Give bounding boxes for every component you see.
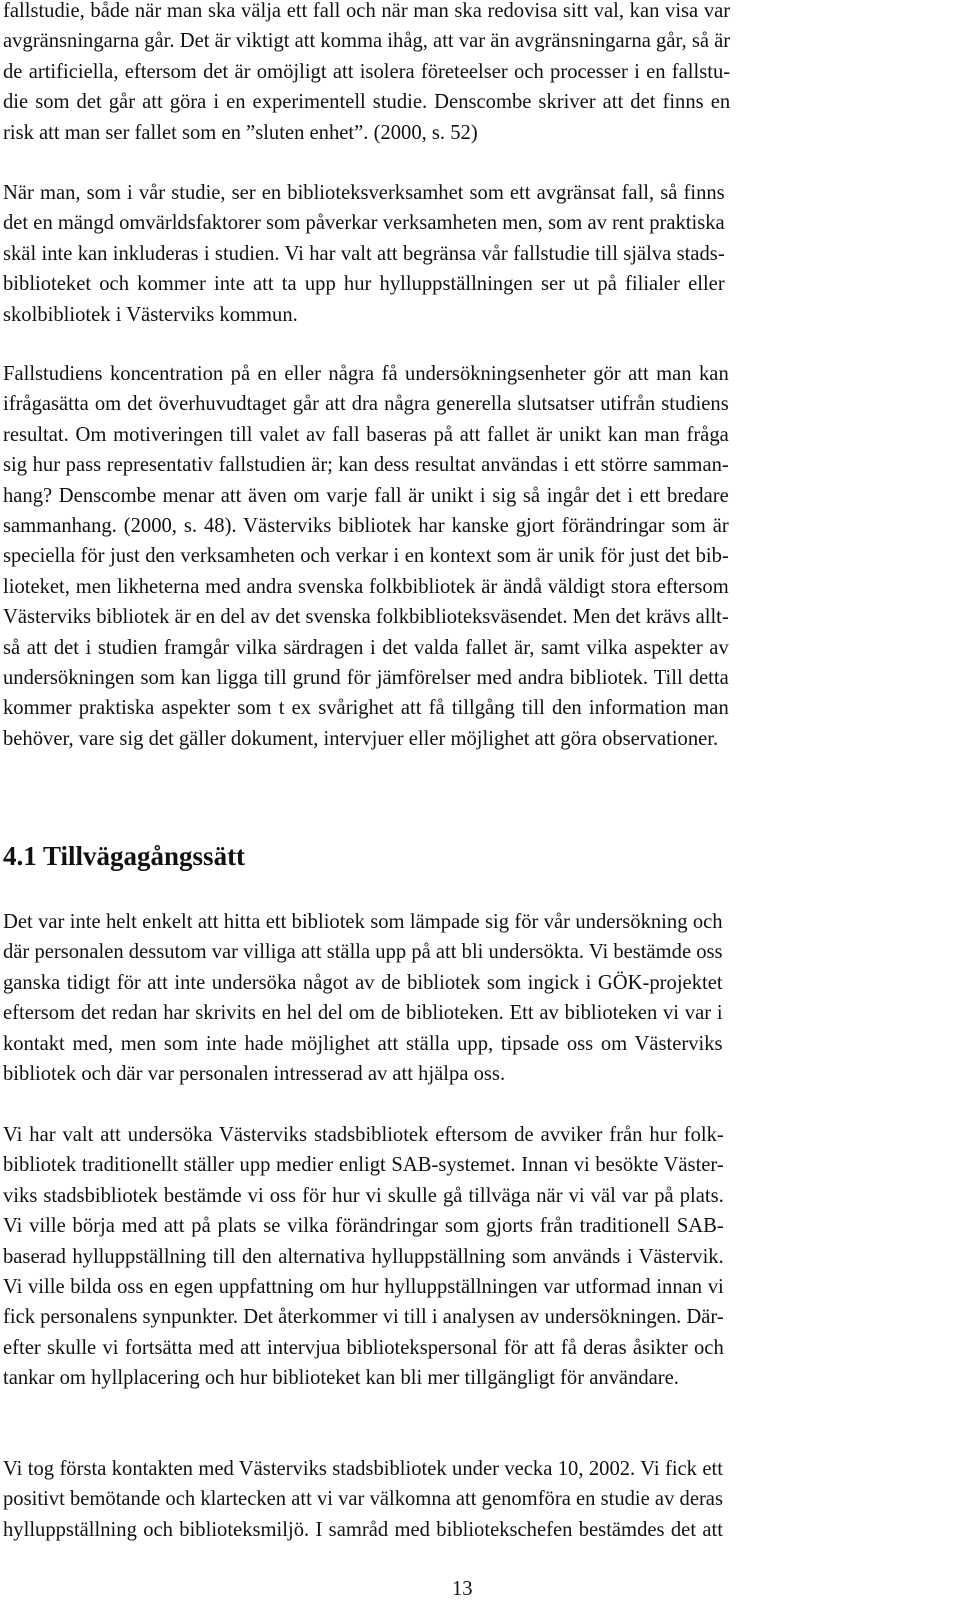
text-line: sammanhang. (2000, s. 48). Västerviks bibliotek har kanske gjort förändringar som är <box>3 515 729 538</box>
text-line: så att det i studien framgår vilka särdragen i det valda fallet är, samt vilka aspekter av <box>3 636 729 659</box>
body-paragraph <box>3 0 730 148</box>
text-line: avgränsningarna går. Det är viktigt att komma ihåg, att var än avgränsningarna går, så är <box>3 30 731 53</box>
text-line: sig hur pass representativ fallstudien är; kan dess resultat användas i ett större samman- <box>3 454 729 477</box>
text-line: Vi ville börja med att på plats se vilka förändringar som gjorts från traditionell SAB- <box>3 1215 724 1238</box>
text-line: Det var inte helt enkelt att hitta ett bibliotek som lämpade sig för vår undersökning och <box>3 911 723 933</box>
text-line: fick personalens synpunkter. Det återkommer vi till i analysen av undersökningen. Där- <box>3 1306 724 1329</box>
text-line: undersökningen som kan ligga till grund för jämförelser med andra bibliotek. Till detta <box>3 667 729 690</box>
text-line: Fallstudiens koncentration på en eller några få undersökningsenheter gör att man kan <box>3 363 729 385</box>
text-line: tankar om hyllplacering och hur biblioteket kan bli mer tillgängligt för användare. <box>3 1367 679 1390</box>
text-line: baserad hylluppställning till den alternativa hylluppställning som används i Västervik. <box>3 1245 724 1268</box>
text-line: det en mängd omvärldsfaktorer som påverkar verksamheten men, som av rent praktiska <box>3 212 725 235</box>
text-line: biblioteket och kommer inte att ta upp hur hylluppställningen ser ut på filialer eller <box>3 273 725 296</box>
text-line: risk att man ser fallet som en ”sluten enhet”. (2000, s. 52) <box>3 121 478 144</box>
text-line: behöver, vare sig det gäller dokument, intervjuer eller möjlighet att göra observationer. <box>3 727 719 750</box>
body-paragraph <box>3 359 729 754</box>
text-line: kontakt med, men som inte hade möjlighet att ställa upp, tipsade oss om Västerviks <box>3 1032 723 1055</box>
text-line: Vi har valt att undersöka Västerviks stadsbibliotek eftersom de avviker från hur folk- <box>3 1124 724 1146</box>
text-line: ifrågasätta om det överhuvudtaget går att dra några generella slutsatser utifrån studiens <box>3 393 729 416</box>
text-line: de artificiella, eftersom det är omöjligt att isolera företeelser och processer i en fallstu- <box>3 60 731 83</box>
text-line: bibliotek och där var personalen intresserad av att hjälpa oss. <box>3 1063 506 1086</box>
section-heading: 4.1 Tillvägagångssätt <box>3 841 246 871</box>
text-line: viks stadsbibliotek bestämde vi oss för hur vi skulle gå tillväga när vi väl var på plats. <box>3 1184 724 1207</box>
text-line: lioteket, men likheterna med andra svenska folkbibliotek är ändå väldigt stora eftersom <box>3 575 729 598</box>
body-paragraph <box>3 907 723 1089</box>
text-line: När man, som i vår studie, ser en biblioteksverksamhet som ett avgränsat fall, så finns <box>3 182 725 204</box>
body-paragraph <box>3 1454 723 1545</box>
text-line: Västerviks bibliotek är en del av det svenska folkbiblioteksväsendet. Men det krävs allt- <box>3 606 729 629</box>
text-line: bibliotek traditionellt ställer upp medier enligt SAB-systemet. Innan vi besökte Väster- <box>3 1154 724 1177</box>
text-line: ganska tidigt för att inte undersöka något av de bibliotek som ingick i GÖK-projektet <box>3 971 723 994</box>
text-line: Vi tog första kontakten med Västerviks stadsbibliotek under vecka 10, 2002. Vi fick ett <box>3 1458 723 1480</box>
text-line: Vi ville bilda oss en egen uppfattning om hur hylluppställningen var utformad innan vi <box>3 1276 724 1299</box>
body-paragraph <box>3 178 725 330</box>
text-line: resultat. Om motiveringen till valet av fall baseras på att fallet är unikt kan man fråga <box>3 423 729 446</box>
text-line: fallstudie, både när man ska välja ett fall och när man ska redovisa sitt val, kan visa var <box>3 0 731 22</box>
text-line: eftersom det redan har skrivits en hel del om de biblioteken. Ett av biblioteken vi var i <box>3 1002 723 1025</box>
text-line: skäl inte kan inkluderas i studien. Vi har valt att begränsa vår fallstudie till själva stads- <box>3 242 725 265</box>
text-line: kommer praktiska aspekter som t ex svårighet att få tillgång till den information man <box>3 697 729 720</box>
text-line: hang? Denscombe menar att även om varje fall är unikt i sig så ingår det i ett bredare <box>3 484 729 507</box>
body-paragraph <box>3 1120 724 1394</box>
text-line: speciella för just den verksamheten och verkar i en kontext som är unik för just det bib- <box>3 545 729 568</box>
text-line: positivt bemötande och klartecken att vi var välkomna att genomföra en studie av deras <box>3 1488 723 1511</box>
text-line: skolbibliotek i Västerviks kommun. <box>3 303 298 326</box>
text-line: die som det går att göra i en experimentell studie. Denscombe skriver att det finns en <box>3 91 731 114</box>
text-line: hylluppställning och biblioteksmiljö. I samråd med bibliotekschefen bestämdes det att <box>3 1518 723 1541</box>
page-number: 13 <box>452 1578 473 1600</box>
text-line: efter skulle vi fortsätta med att intervjua bibliotekspersonal för att få deras åsikter och <box>3 1336 724 1359</box>
text-line: där personalen dessutom var villiga att ställa upp på att bli undersökta. Vi bestämde oss <box>3 941 723 964</box>
